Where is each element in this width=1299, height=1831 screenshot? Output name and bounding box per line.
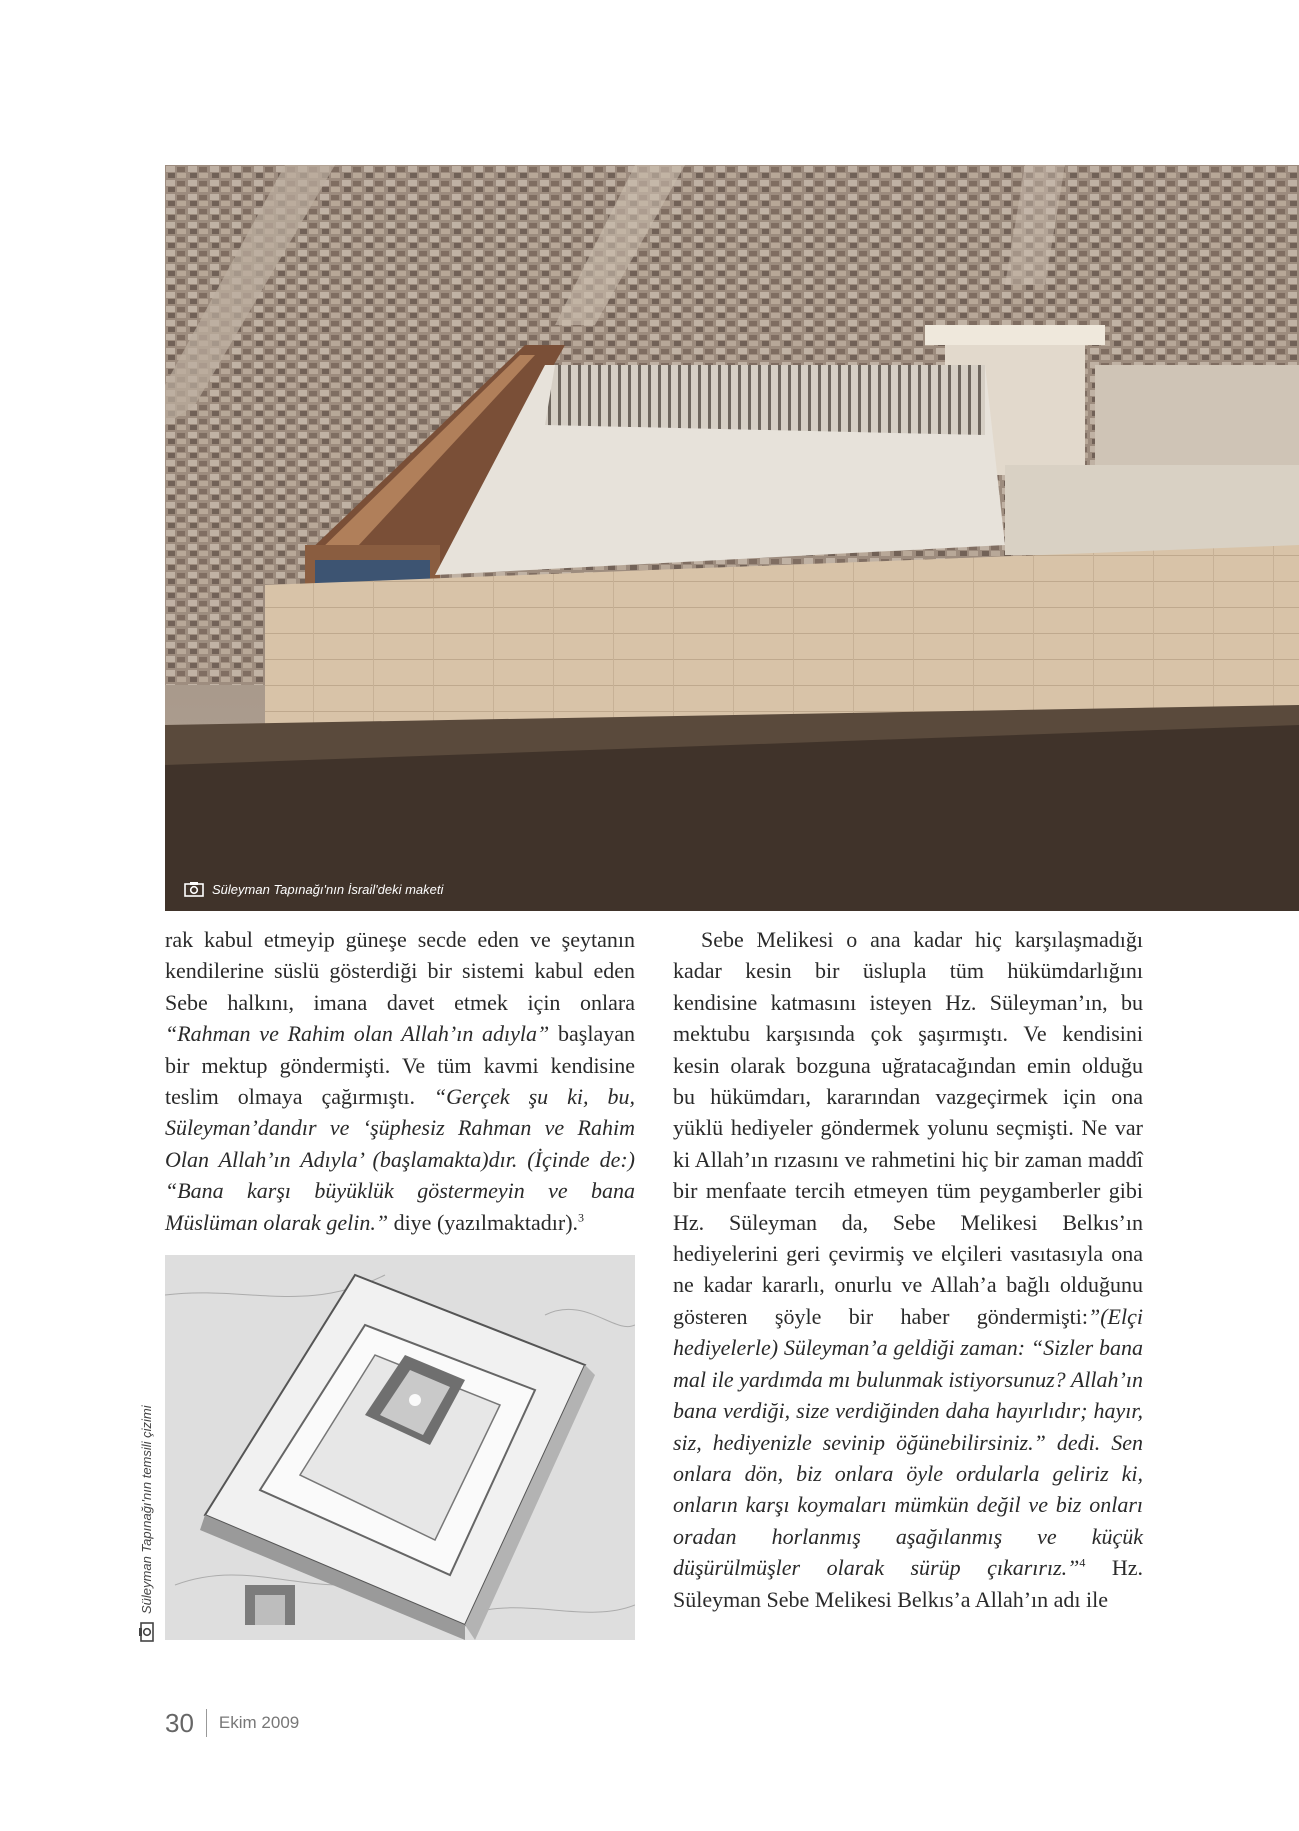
text-run: Hz. Süleyman Sebe Melikesi Belkıs’a Allah’ın adı ile [673, 1555, 1143, 1612]
camera-icon [138, 1622, 154, 1642]
page-footer [165, 1708, 299, 1738]
bottom-photo-caption [138, 1405, 154, 1642]
quote-rahman: “Rahman ve Rahim olan Allah’ın adıyla” [165, 1021, 550, 1047]
right-text-column [673, 924, 1143, 1615]
left-paragraph [165, 924, 635, 1238]
camera-icon [184, 881, 204, 897]
quote-suleyman-reply: ”(Elçi hediyelerle) Süleyman’a geldiği zaman: “Sizler bana mal ile yardımda mı bulunmak istiyorsunuz? Allah’ın bana verdiği, size verdiğinden daha hayırlıdır; hayır, siz, hediyenizle sevinip öğünebilirsiniz.” dedi. Sen onlara dön, biz onlara öyle ordularla geliriz ki, onların karşı koymaları mümkün değil ve biz onları oradan horlanmış aşağılanmış ve küçük düşürülmüşler olarak sürüp çıkarırız.” [673, 1303, 1143, 1581]
temple-model-photo [165, 165, 1299, 911]
quote-letter: “Gerçek şu ki, bu, Süleyman’dandır ve ‘şüphesiz Rahman ve Rahim Olan Allah’ın Adıyla’ (başlamakta)dır. (İçinde de:) “Bana karşı büyüklük göstermeyin ve bana Müslüman olarak gelin.” [165, 1084, 635, 1235]
text-run: başlayan bir mektup göndermişti. Ve tüm kavmi kendisine teslim olmaya çağırmıştı. [165, 1021, 635, 1110]
temple-drawing [165, 1255, 635, 1640]
top-photo-caption-text: Süleyman Tapınağı'nın İsrail'deki maketi [212, 881, 444, 897]
footnote-ref: 3 [578, 1210, 585, 1225]
right-paragraph [673, 924, 1143, 1615]
text-run: Sebe Melikesi o ana kadar hiç karşılaşmadığı kadar kesin bir üslupla tüm hükümdarlığını kendisine katmasını isteyen Hz. Süleyman’ın, bu mektubu karşısında çok şaşırmıştı. Ve kendisini kesin olarak bozguna uğratacağından emin olduğu bu hükümdarı, kararından vazgeçirmek için ona yüklü hediyeler göndermek yolunu seçmişti. Ne var ki Allah’ın rızasını ve rahmetini hiç bir zaman maddî bir menfaate tercih etmeyen tüm peygamberler gibi Hz. Süleyman da, Sebe Melikesi Belkıs’ın hediyelerini geri çevirmiş ve elçileri vasıtasıyla ona ne kadar kararlı, onurlu ve Allah’a bağlı olduğunu gösteren şöyle bir haber göndermişti: [673, 927, 1143, 1329]
footer-divider [206, 1709, 207, 1737]
page-number: 30 [165, 1707, 194, 1738]
temple-drawing-image [165, 1255, 635, 1640]
bottom-photo-caption-text: Süleyman Tapınağı'nın temsili çizimi [138, 1405, 154, 1614]
footnote-ref: 4 [1079, 1555, 1086, 1570]
temple-model-image [165, 165, 1299, 911]
issue-date: Ekim 2009 [218, 1713, 300, 1732]
top-photo-caption [184, 878, 443, 900]
left-text-column [165, 924, 635, 1238]
text-run: diye (yazılmaktadır). [388, 1209, 579, 1235]
text-run: rak kabul etmeyip güneşe secde eden ve şeytanın kendilerine süslü gösterdiği bir sistemi kabul eden Sebe halkını, imana davet etmek için onlara [165, 927, 635, 1015]
